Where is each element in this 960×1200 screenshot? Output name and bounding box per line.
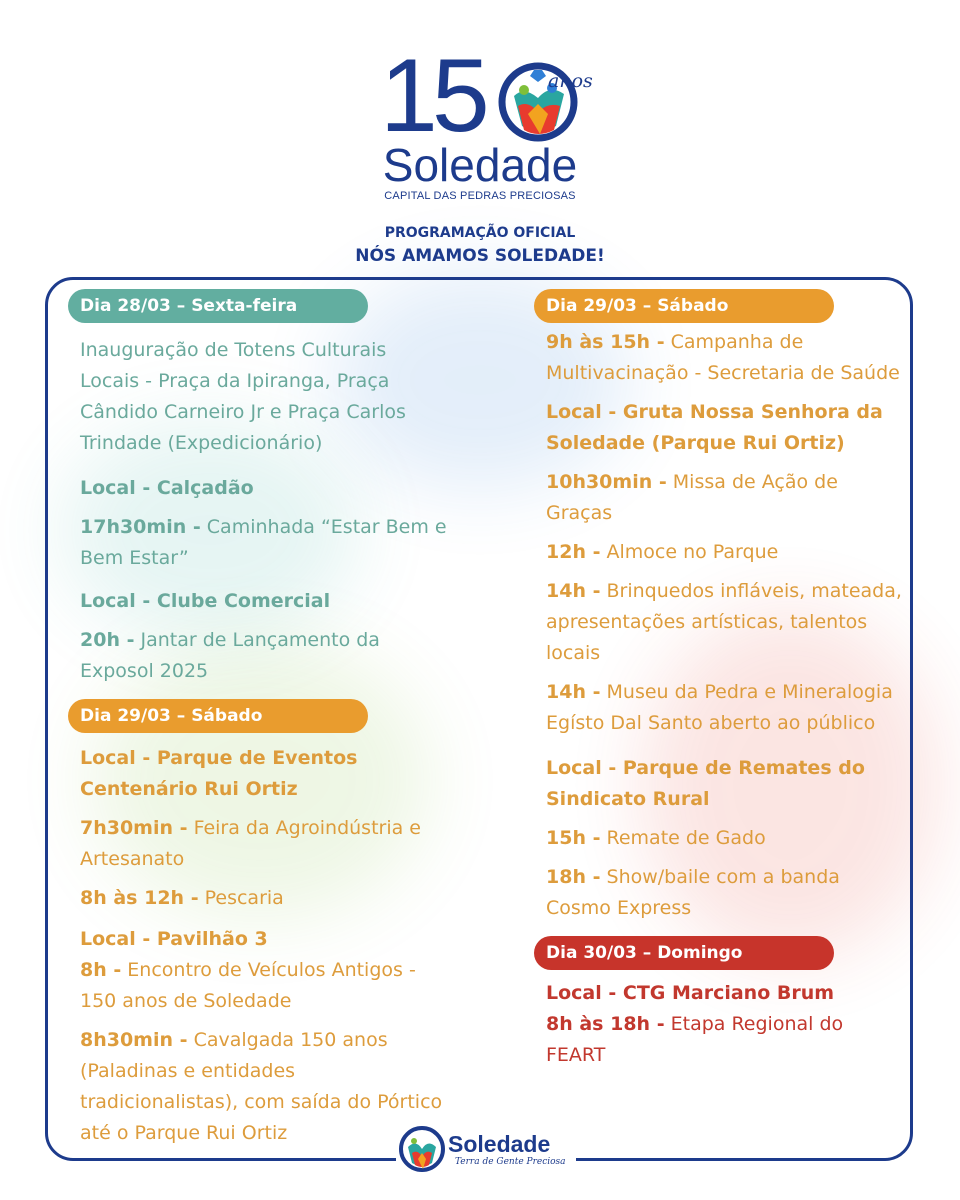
list-item: 14h - Brinquedos infláveis, mateada, apresentações artísticas, talentos locais — [546, 580, 902, 664]
anniversary-logo — [0, 38, 960, 214]
list-item: Local - Pavilhão 3 — [80, 928, 268, 950]
list-item: Local - Gruta Nossa Senhora da Soledade (Parque Rui Ortiz) — [546, 401, 883, 454]
logo-tagline: CAPITAL DAS PEDRAS PRECIOSAS — [384, 190, 576, 202]
list-item: 18h - Show/baile com a banda Cosmo Express — [546, 866, 840, 919]
list-item: 9h às 15h - Campanha de Multivacinação - Secretaria de Saúde — [546, 331, 900, 384]
list-item: Inauguração de Totens Culturais Locais - Praça da Ipiranga, Praça Cândido Carneiro Jr e Praça Carlos Trindade (Expedicionário) — [80, 339, 406, 454]
day-header-29-right: Dia 29/03 – Sábado — [534, 289, 834, 323]
footer-emblem-icon — [398, 1125, 446, 1173]
list-item: 15h - Remate de Gado — [546, 827, 766, 849]
left-column — [68, 289, 448, 1149]
logo-anos: anos — [548, 70, 593, 92]
logo-city-name: Soledade — [382, 139, 578, 191]
list-item: 10h30min - Missa de Ação de Graças — [546, 471, 838, 524]
list-item: 8h às 18h - Etapa Regional do FEART — [546, 1013, 844, 1066]
list-item: 12h - Almoce no Parque — [546, 541, 779, 563]
list-item: Local - Calçadão — [80, 477, 254, 499]
list-item: 8h - Encontro de Veículos Antigos - 150 anos de Soledade — [80, 959, 416, 1012]
list-item: 17h30min - Caminhada “Estar Bem e Bem Estar” — [80, 516, 447, 569]
list-item: Local - Clube Comercial — [80, 590, 331, 612]
list-item: 20h - Jantar de Lançamento da Exposol 2025 — [80, 629, 380, 682]
logo-number: 15 — [380, 38, 484, 154]
footer-city-name: Soledade — [448, 1131, 551, 1157]
slogan: NÓS AMAMOS SOLEDADE! — [355, 246, 605, 266]
list-item: 8h30min - Cavalgada 150 anos (Paladinas e entidades tradicionalistas), com saída do Pórtico até o Parque Rui Ortiz — [80, 1029, 443, 1144]
day-header-28: Dia 28/03 – Sexta-feira — [68, 289, 368, 323]
day-header-30: Dia 30/03 – Domingo — [534, 936, 834, 970]
list-item: Local - CTG Marciano Brum — [546, 982, 835, 1004]
list-item: 7h30min - Feira da Agroindústria e Artesanato — [80, 817, 421, 870]
list-item: Local - Parque de Remates do Sindicato Rural — [546, 757, 865, 810]
program-label: PROGRAMAÇÃO OFICIAL — [384, 225, 576, 241]
list-item: 14h - Museu da Pedra e Mineralogia Egísto Dal Santo aberto ao público — [546, 681, 893, 734]
right-column — [534, 289, 904, 1071]
list-item: 8h às 12h - Pescaria — [80, 887, 284, 909]
day-header-29-left: Dia 29/03 – Sábado — [68, 699, 368, 733]
footer-tagline: Terra de Gente Preciosa — [455, 1157, 566, 1167]
list-item: Local - Parque de Eventos Centenário Rui Ortiz — [80, 747, 358, 800]
